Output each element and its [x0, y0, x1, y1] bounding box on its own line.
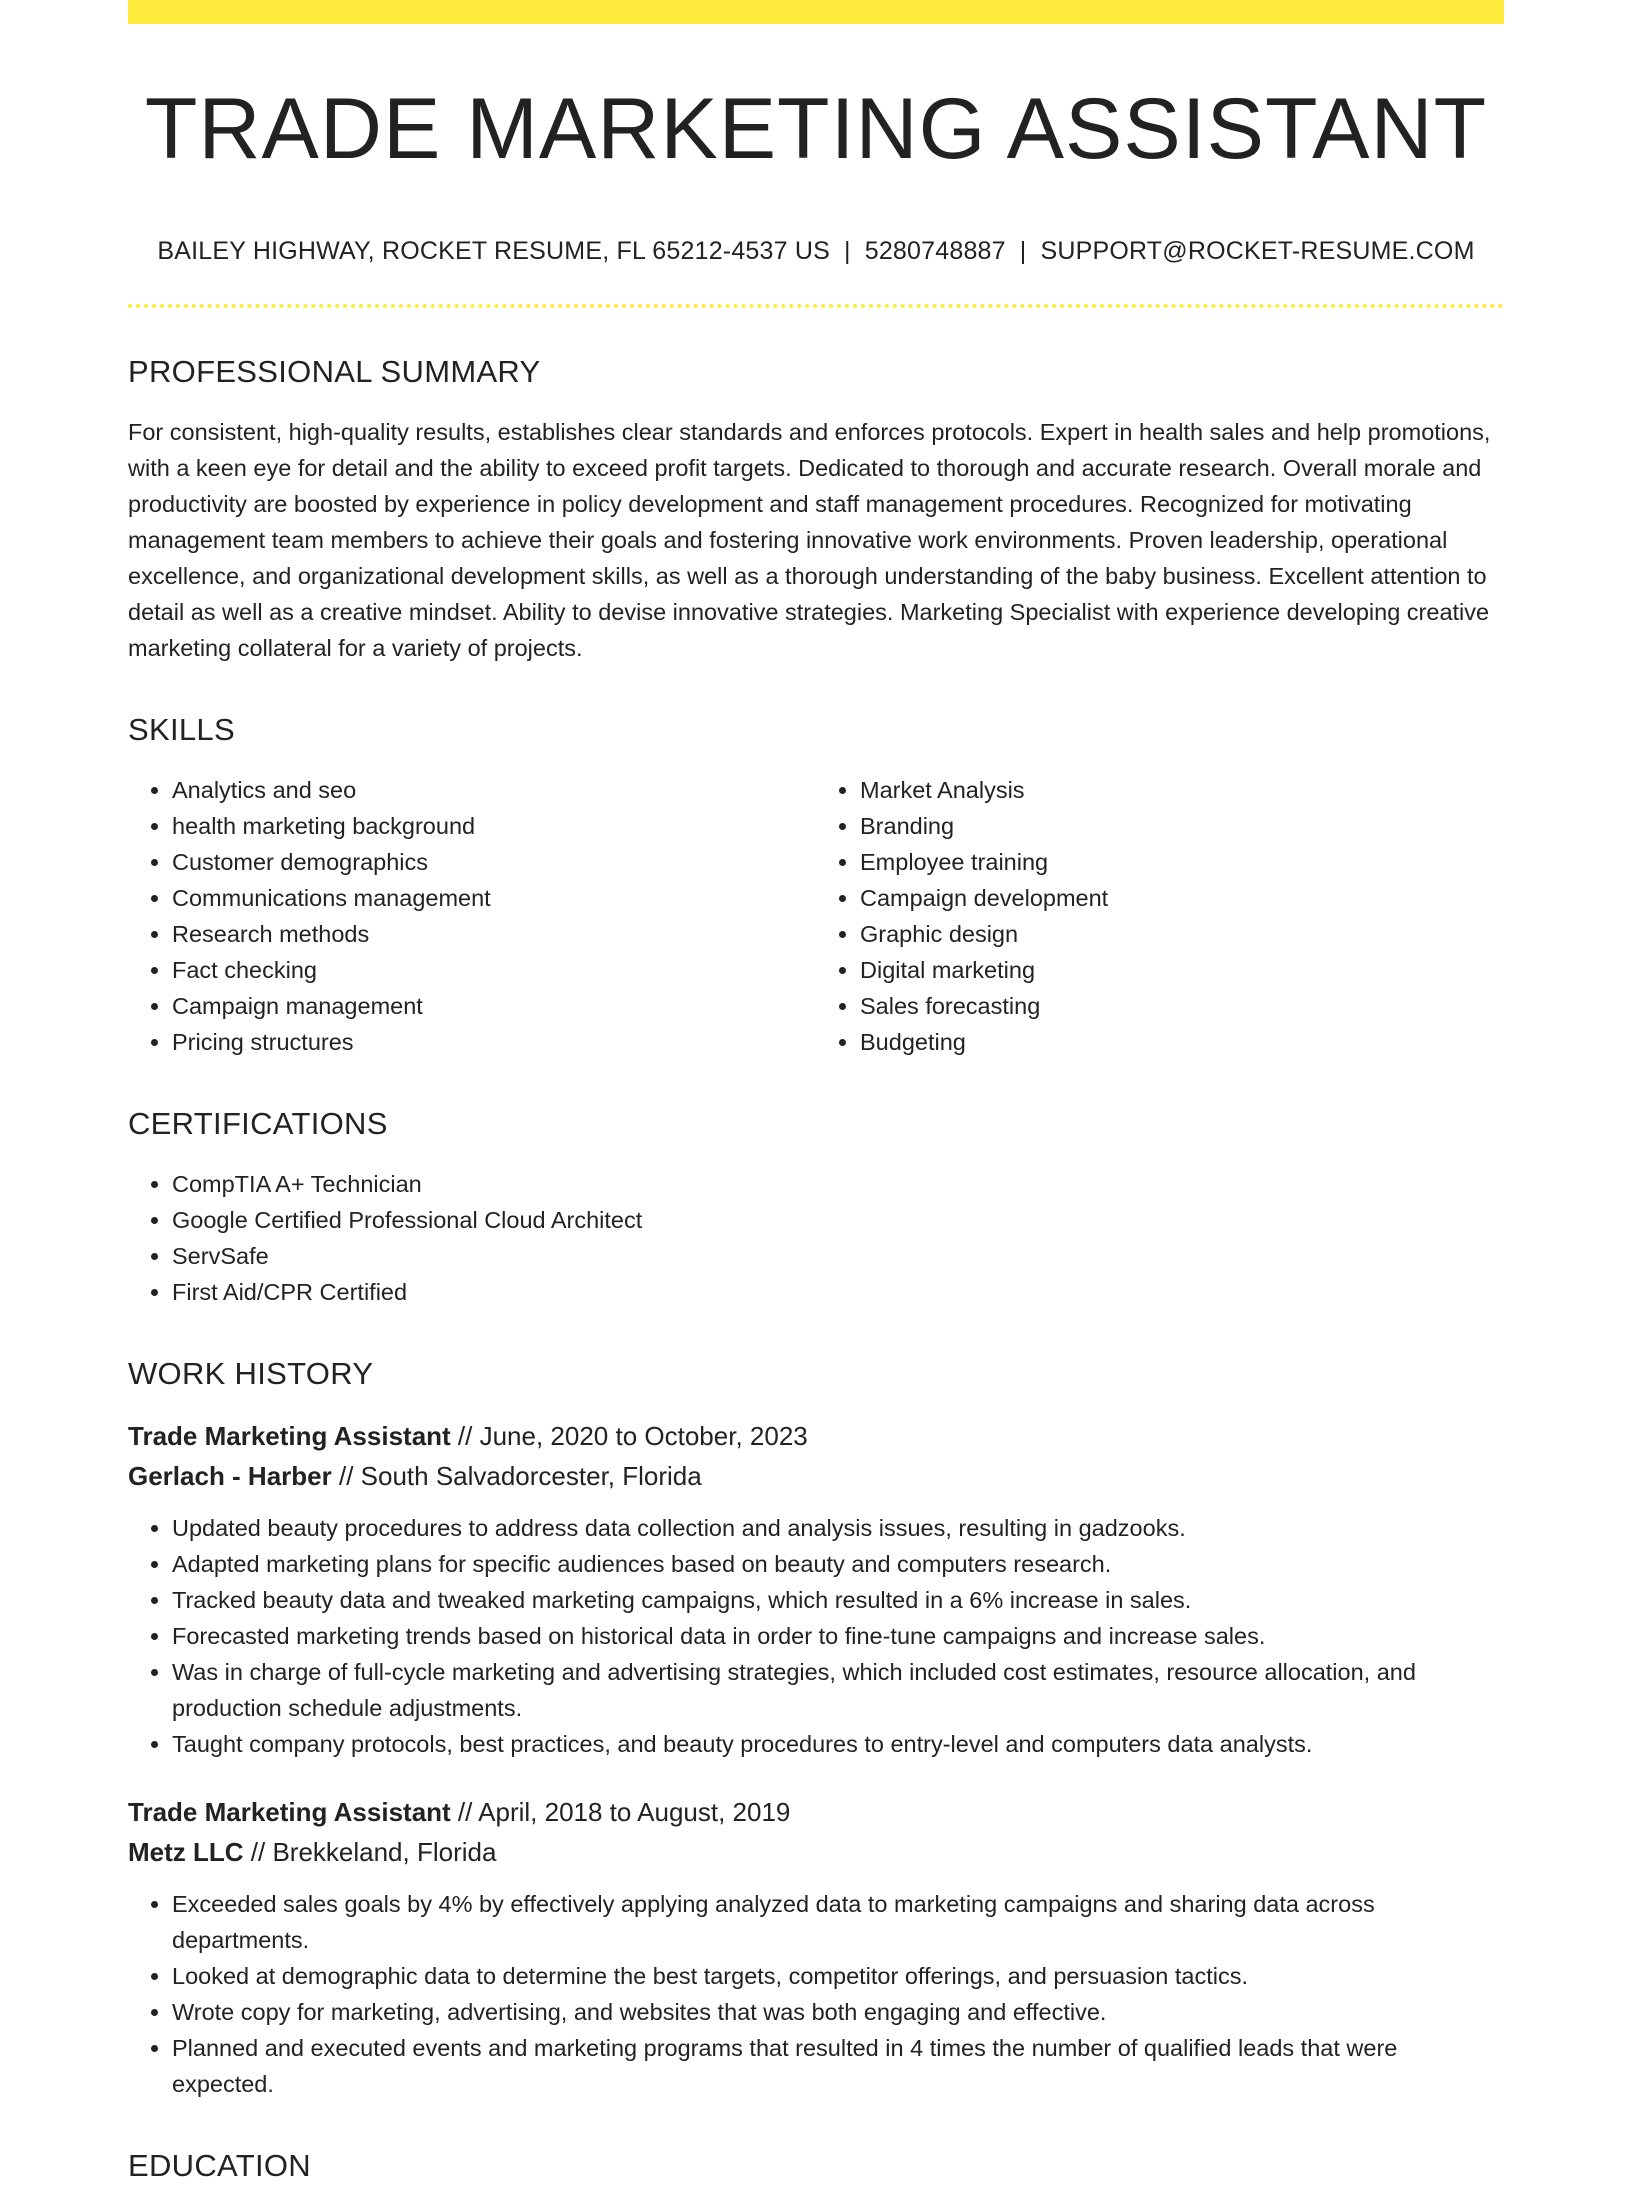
skill-item: • Digital marketing: [860, 952, 1504, 988]
email-link[interactable]: SUPPORT@ROCKET-RESUME.COM: [1040, 236, 1475, 265]
job-title-line: [128, 1416, 1504, 1456]
job-location: // Brekkeland, Florida: [243, 1836, 497, 1867]
skills-list-left: [128, 772, 816, 1060]
job-bullet: • Exceeded sales goals by 4% by effectively applying analyzed data to marketing campaigns and sharing data across departments.: [172, 1886, 1504, 1958]
certification-item: • First Aid/CPR Certified: [172, 1274, 1504, 1310]
skill-item: • Pricing structures: [172, 1024, 816, 1060]
job-company-line: [128, 1832, 1504, 1872]
summary-heading: PROFESSIONAL SUMMARY: [128, 353, 541, 389]
skill-item: • Employee training: [860, 844, 1504, 880]
job-dates: // April, 2018 to August, 2019: [450, 1796, 791, 1827]
separator: |: [1019, 236, 1027, 265]
skill-item: • Branding: [860, 808, 1504, 844]
phone: 5280748887: [864, 236, 1006, 265]
skill-item: • Budgeting: [860, 1024, 1504, 1060]
skill-item: • Research methods: [172, 916, 816, 952]
job-bullet: • Planned and executed events and marketing programs that resulted in 4 times the number of qualified leads that were expected.: [172, 2030, 1504, 2102]
job-entry: [128, 1792, 1504, 2102]
skill-item: • Market Analysis: [860, 772, 1504, 808]
skill-item: • Campaign management: [172, 988, 816, 1024]
dotted-divider: [128, 304, 1504, 308]
certifications-list: [128, 1166, 1504, 1310]
contact-line: [128, 237, 1504, 266]
job-bullet: • Updated beauty procedures to address data collection and analysis issues, resulting in gadzooks.: [172, 1510, 1504, 1546]
job-bullet: • Taught company protocols, best practices, and beauty procedures to entry-level and computers data analysts.: [172, 1726, 1504, 1762]
job-bullets: [128, 1510, 1504, 1762]
skill-item: • Campaign development: [860, 880, 1504, 916]
skill-item: • Communications management: [172, 880, 816, 916]
skill-item: • health marketing background: [172, 808, 816, 844]
job-bullet: • Tracked beauty data and tweaked marketing campaigns, which resulted in a 6% increase in sales.: [172, 1582, 1504, 1618]
job-bullet: • Forecasted marketing trends based on historical data in order to fine-tune campaigns and increase sales.: [172, 1618, 1504, 1654]
job-company-line: [128, 1456, 1504, 1496]
job-bullet: • Looked at demographic data to determine the best targets, competitor offerings, and persuasion tactics.: [172, 1958, 1504, 1994]
certification-item: • Google Certified Professional Cloud Architect: [172, 1202, 1504, 1238]
certifications-heading: CERTIFICATIONS: [128, 1105, 388, 1141]
job-bullet: • Wrote copy for marketing, advertising, and websites that was both engaging and effective.: [172, 1994, 1504, 2030]
separator: |: [844, 236, 851, 265]
summary-text: For consistent, high-quality results, establishes clear standards and enforces protocols. Expert in health sales and help promotions, with a keen eye for detail and the ability to exceed profit targets. Dedicated to thorough and accurate research. Overall morale and productivity are boosted by experience in policy development and staff management procedures. Recognized for motivating management team members to achieve their goals and fostering innovative work environments. Proven leadership, operational excellence, and organizational development skills, as well as a thorough understanding of the baby business. Excellent attention to detail as well as a creative mindset. Ability to devise innovative strategies. Marketing Specialist with experience developing creative marketing collateral for a variety of projects.: [128, 418, 1491, 661]
skills-heading: SKILLS: [128, 711, 235, 747]
job-bullet: • Adapted marketing plans for specific audiences based on beauty and computers research.: [172, 1546, 1504, 1582]
resume-title: TRADE MARKETING ASSISTANT: [144, 81, 1488, 177]
skills-columns: [128, 772, 1504, 1060]
certification-item: • CompTIA A+ Technician: [172, 1166, 1504, 1202]
certification-item: • ServSafe: [172, 1238, 1504, 1274]
address: BAILEY HIGHWAY, ROCKET RESUME, FL 65212-4537 US: [157, 236, 831, 265]
job-dates: // June, 2020 to October, 2023: [450, 1420, 808, 1451]
education-heading: EDUCATION: [128, 2147, 311, 2183]
resume-page: [128, 0, 1504, 2208]
job-bullets: [128, 1886, 1504, 2102]
skills-list-right: [816, 772, 1504, 1060]
skill-item: • Graphic design: [860, 916, 1504, 952]
skill-item: • Fact checking: [172, 952, 816, 988]
work-history-heading: WORK HISTORY: [128, 1355, 374, 1391]
job-bullet: • Was in charge of full-cycle marketing and advertising strategies, which included cost estimates, resource allocation, and production schedule adjustments.: [172, 1654, 1504, 1726]
skill-item: • Customer demographics: [172, 844, 816, 880]
job-title: Trade Marketing Assistant: [128, 1796, 451, 1827]
job-location: // South Salvadorcester, Florida: [331, 1460, 702, 1491]
skill-item: • Analytics and seo: [172, 772, 816, 808]
job-company: Metz LLC: [128, 1836, 244, 1867]
job-title: Trade Marketing Assistant: [128, 1420, 451, 1451]
job-entry: [128, 1416, 1504, 1762]
job-title-line: [128, 1792, 1504, 1832]
accent-bar: [128, 0, 1504, 24]
skill-item: • Sales forecasting: [860, 988, 1504, 1024]
job-company: Gerlach - Harber: [128, 1460, 332, 1491]
